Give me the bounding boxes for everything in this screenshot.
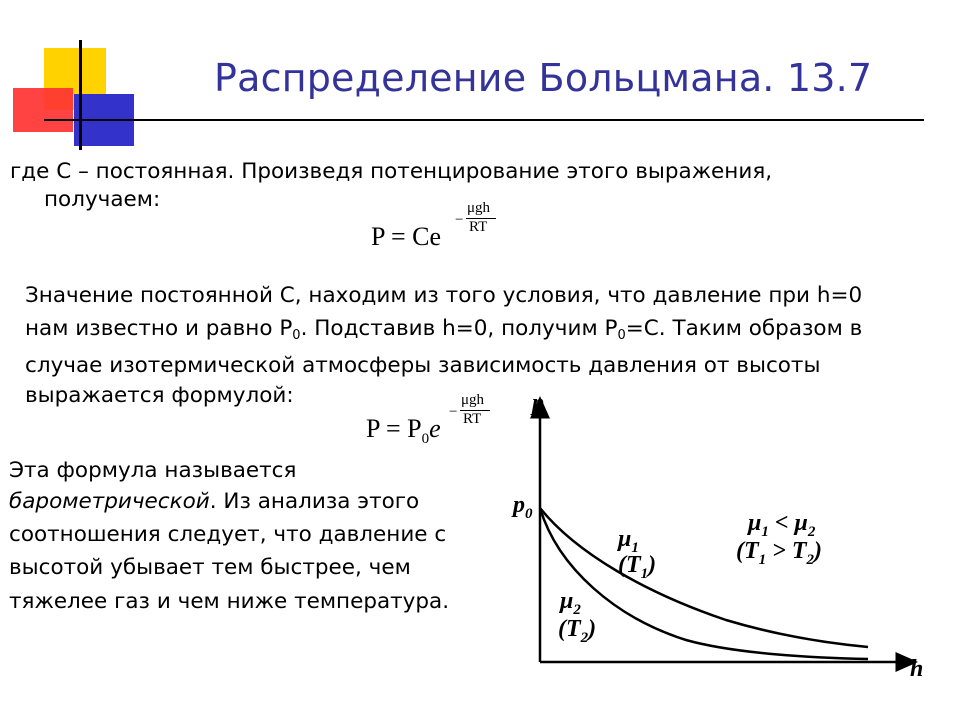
decor-red-square — [13, 88, 73, 132]
y-axis-label: p — [532, 390, 544, 416]
pressure-height-graph — [496, 388, 936, 688]
curve2-mu-label: $\mu_2$ — [560, 588, 581, 618]
formula-pressure-general — [371, 200, 511, 262]
relation-T: $(T_1 > T_2)$ — [736, 538, 822, 568]
paragraph2-line1: Значение постоянной С, находим из того условия, что давление при h=0 — [25, 283, 863, 308]
title-underline — [44, 119, 924, 121]
paragraph2-line2: нам известно и равно $P_0$. Подставив h=0, получим $P_0=C$. Таким образом в — [25, 316, 863, 343]
formula1-lhs: P = Ce — [371, 222, 442, 251]
formula1-exp-sign: − — [455, 212, 464, 228]
formula2-lhs: $P = P_0e$ — [366, 414, 441, 447]
paragraph3-line1: Эта формула называется — [9, 458, 297, 483]
curve2-temp-label: $(T_2)$ — [558, 616, 597, 646]
paragraph3-line2: барометрической. Из анализа этого — [9, 489, 420, 514]
formula2-exp-numerator: μgh — [461, 392, 485, 408]
paragraph3-line4: высотой убывает тем быстрее, чем — [9, 555, 411, 580]
curve1-temp-label: $(T_1)$ — [618, 552, 657, 582]
relation-mu: $\mu_1 < \mu_2$ — [748, 510, 816, 540]
formula1-exp-denominator: RT — [469, 219, 488, 235]
x-axis-label: h — [910, 656, 924, 682]
p0-label: $p_0$ — [513, 492, 533, 522]
formula2-exp-denominator: RT — [463, 411, 482, 427]
curve1-mu-label: $\mu_1$ — [618, 526, 639, 556]
decor-vertical-line — [79, 40, 82, 150]
page-title: Распределение Больцмана. 13.7 — [214, 56, 873, 100]
paragraph1-line2: получаем: — [44, 187, 161, 212]
formula-barometric — [366, 392, 506, 454]
paragraph2-line4: выражается формулой: — [25, 383, 294, 408]
paragraph1-line1: где С – постоянная. Произведя потенцирование этого выражения, — [10, 159, 773, 184]
paragraph3-line3: соотношения следует, что давление с — [9, 522, 447, 547]
relation-labels — [736, 510, 822, 568]
curve1-labels — [616, 526, 656, 582]
paragraph2-line3: случае изотермической атмосферы зависимость давления от высоты — [25, 353, 821, 378]
formula1-exp-numerator: μgh — [467, 200, 491, 216]
curve2-labels — [558, 588, 596, 646]
paragraph3-line5: тяжелее газ и чем ниже температура. — [9, 589, 450, 614]
formula2-exp-sign: − — [449, 404, 458, 420]
